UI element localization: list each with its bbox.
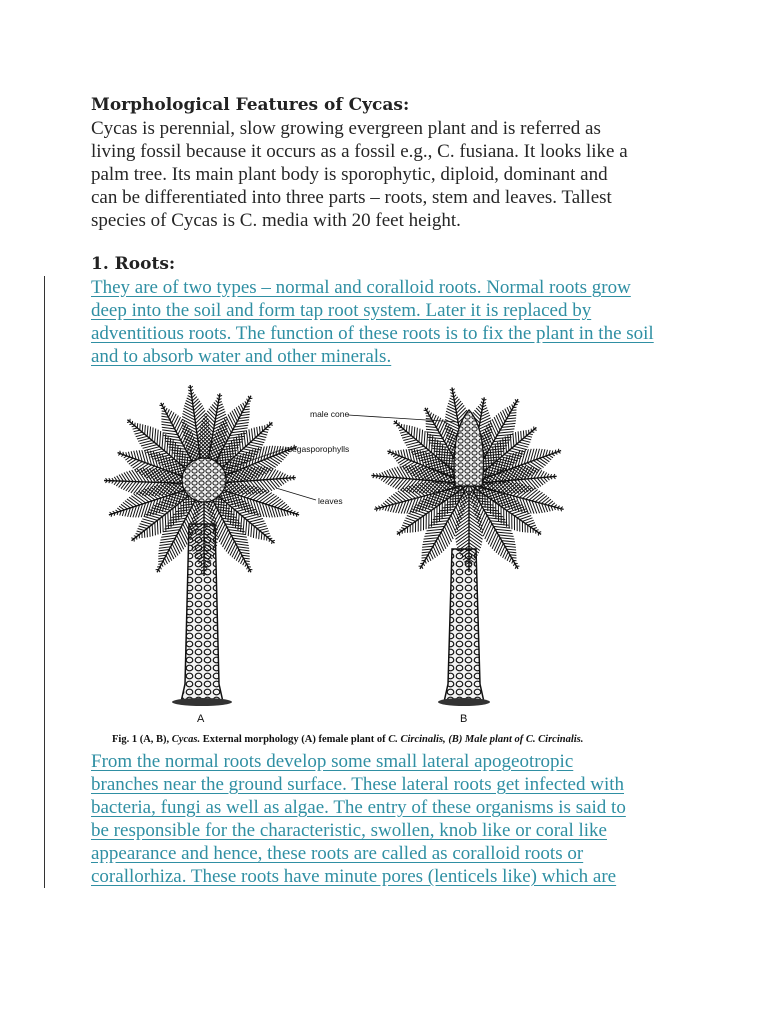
- intro-line: Cycas is perennial, slow growing evergreen plant and is referred as: [91, 118, 601, 139]
- label-plant-a: A: [197, 713, 205, 725]
- caption-species-2: C. Circinalis.: [525, 734, 584, 745]
- base-b: [438, 698, 490, 706]
- caption-male-part: (B) Male plant of: [445, 734, 526, 745]
- revision-change-bar: [44, 276, 45, 888]
- intro-paragraph: [91, 117, 691, 232]
- roots-line[interactable]: and to absorb water and other minerals.: [91, 346, 392, 367]
- figure-caption: [112, 734, 583, 745]
- section-heading: Morphological Features of Cycas:: [91, 95, 410, 115]
- caption-prefix: Fig. 1 (A, B),: [112, 734, 172, 745]
- intro-line: living fossil because it occurs as a fossil e.g., C. fusiana. It looks like a: [91, 141, 628, 162]
- caption-middle: External morphology (A) female plant of: [200, 734, 389, 745]
- coralloid-line[interactable]: be responsible for the characteristic, swollen, knob like or coral like: [91, 820, 607, 841]
- intro-line: can be differentiated into three parts – roots, stem and leaves. Tallest: [91, 187, 612, 208]
- intro-line: species of Cycas is C. media with 20 feet height.: [91, 210, 461, 231]
- coralloid-line[interactable]: branches near the ground surface. These lateral roots get infected with: [91, 774, 625, 795]
- coralloid-paragraph-link[interactable]: [91, 750, 691, 888]
- label-plant-b: B: [460, 713, 468, 725]
- label-megasporophylls: megasporophylls: [285, 444, 350, 454]
- plant-b-male: [371, 387, 563, 706]
- intro-line: palm tree. Its main plant body is sporophytic, diploid, dominant and: [91, 164, 608, 185]
- coralloid-line[interactable]: From the normal roots develop some small lateral apogeotropic: [91, 751, 574, 772]
- trunk-b: [444, 549, 484, 702]
- plant-a-female: [104, 385, 299, 706]
- roots-line[interactable]: They are of two types – normal and coralloid roots. Normal roots grow: [91, 277, 631, 298]
- base-a: [172, 698, 232, 706]
- cycas-figure: [86, 384, 686, 734]
- roots-line[interactable]: adventitious roots. The function of these roots is to fix the plant in the soil: [91, 323, 654, 344]
- label-male-cone: male cone: [310, 409, 350, 419]
- coralloid-line[interactable]: appearance and hence, these roots are called as coralloid roots or: [91, 843, 584, 864]
- caption-species-1: C. Circinalis,: [388, 734, 446, 745]
- label-leaves: leaves: [318, 496, 343, 506]
- megasporophylls-a: [182, 458, 226, 502]
- caption-genus: Cycas.: [171, 734, 201, 745]
- roots-heading: 1. Roots:: [91, 254, 176, 274]
- coralloid-line[interactable]: bacteria, fungi as well as algae. The entry of these organisms is said to: [91, 797, 626, 818]
- roots-line[interactable]: deep into the soil and form tap root system. Later it is replaced by: [91, 300, 592, 321]
- coralloid-line[interactable]: corallorhiza. These roots have minute pores (lenticels like) which are: [91, 866, 617, 887]
- roots-paragraph-link[interactable]: [91, 276, 691, 368]
- cycas-illustration: [86, 384, 686, 734]
